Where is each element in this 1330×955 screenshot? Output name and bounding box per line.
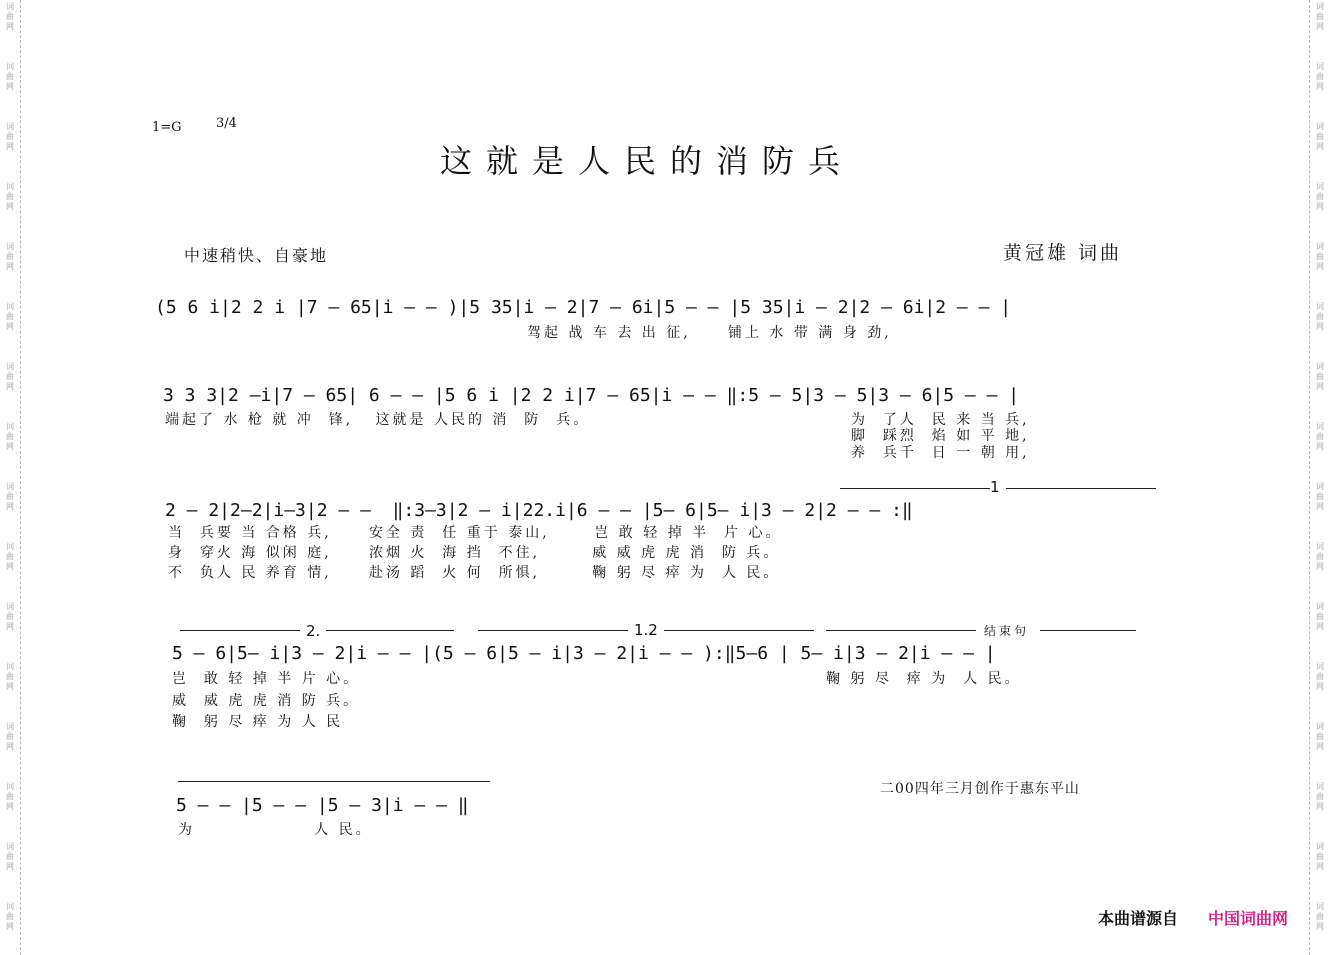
watermark-text: 词 曲 网 xyxy=(6,242,14,271)
score-row-4-notes: 5 — 6|5— i|3 — 2|i — — |(5 — 6|5 — i|3 — 2|i — — ):‖5—6 | 5— i|3 — 2|i — — | xyxy=(172,643,996,664)
key-signature: 1=G xyxy=(152,120,182,135)
ending-line xyxy=(826,630,976,631)
volta-1-line-right xyxy=(1006,488,1156,489)
source-brand-link[interactable]: 中国词曲网 xyxy=(1208,909,1289,928)
song-title: 这就是人民的消防兵 xyxy=(440,142,855,180)
score-row-1-lyrics: 驾起 战 车 去 出 征, 铺上 水 带 满 身 劲, xyxy=(527,325,892,341)
watermark-text: 词 曲 网 xyxy=(1316,722,1324,751)
author-credit: 黄冠雄 词曲 xyxy=(1003,242,1123,264)
score-row-1-notes: (5 6 i|2 2 i |7 — 65|i — — )|5 35|i — 2|7 — 6i|5 — — |5 35|i — 2|2 — 6i|2 — — | xyxy=(155,297,1012,318)
volta-1-line xyxy=(840,488,990,489)
watermark-text: 词 曲 网 xyxy=(1316,122,1324,151)
watermark-text: 词 曲 网 xyxy=(6,902,14,931)
volta-2-line-right xyxy=(326,630,454,631)
score-row-2-notes: 3 3 3|2 —i|7 — 65| 6 — — |5 6 i |2 2 i|7 — 65|i — — ‖:5 — 5|3 — 5|3 — 6|5 — — | xyxy=(163,385,1020,406)
watermark-text: 词 曲 网 xyxy=(6,362,14,391)
watermark-text: 词 曲 网 xyxy=(1316,182,1324,211)
watermark-text: 词 曲 网 xyxy=(1316,662,1324,691)
score-row-4-ending-lyrics: 鞠 躬 尽 瘁 为 人 民。 xyxy=(826,671,1022,687)
watermark-text: 词 曲 网 xyxy=(6,62,14,91)
watermark-text: 词 曲 网 xyxy=(6,842,14,871)
watermark-text: 词 曲 网 xyxy=(6,542,14,571)
watermark-text: 词 曲 网 xyxy=(1316,302,1324,331)
volta-1-label: 1 xyxy=(990,478,1000,496)
volta-12-line-right xyxy=(664,630,814,631)
watermark-text: 词 曲 网 xyxy=(6,782,14,811)
watermark-text: 词 曲 网 xyxy=(1316,602,1324,631)
time-signature: 3/4 xyxy=(216,116,237,131)
watermark-text: 词 曲 网 xyxy=(1316,842,1324,871)
score-row-3-lyrics-1: 当 兵要 当 合格 兵, 安全 责 任 重于 泰山, 岂 敢 轻 掉 半 片 心。 xyxy=(168,525,783,541)
watermark-text: 词 曲 网 xyxy=(1316,902,1324,931)
score-row-3-notes: 2 — 2|2—2|i—3|2 — — ‖:3—3|2 — i|22.i|6 — — |5— 6|5— i|3 — 2|2 — — :‖ xyxy=(165,500,913,521)
volta-2-label: 2. xyxy=(306,622,321,640)
watermark-text: 词 曲 网 xyxy=(6,182,14,211)
volta-2-line xyxy=(180,630,300,631)
watermark-text: 词 曲 网 xyxy=(6,122,14,151)
watermark-text: 词 曲 网 xyxy=(1316,2,1324,31)
watermark-text: 词 曲 网 xyxy=(1316,62,1324,91)
watermark-text: 词 曲 网 xyxy=(1316,542,1324,571)
score-row-4-lyrics-1: 岂 敢 轻 掉 半 片 心。 xyxy=(172,671,361,687)
watermark-text: 词 曲 网 xyxy=(1316,782,1324,811)
tie-slur-line xyxy=(178,781,490,782)
watermark-text: 词 曲 网 xyxy=(6,2,14,31)
watermark-text: 词 曲 网 xyxy=(6,722,14,751)
score-row-4-lyrics-3: 鞠 躬 尽 瘁 为 人 民 xyxy=(172,714,344,730)
watermark-text: 词 曲 网 xyxy=(6,302,14,331)
watermark-text: 词 曲 网 xyxy=(6,602,14,631)
volta-12-line xyxy=(478,630,628,631)
composition-date: 二00四年三月创作于惠东平山 xyxy=(880,781,1080,797)
tempo-marking: 中速稍快、自豪地 xyxy=(184,246,329,265)
ending-line-right xyxy=(1040,630,1136,631)
watermark-text: 词 曲 网 xyxy=(6,422,14,451)
volta-12-label: 1.2 xyxy=(634,621,658,639)
score-row-2-lyrics-verse-2: 脚 踩烈 焰 如 平 地, xyxy=(851,428,1030,444)
watermark-text: 词 曲 网 xyxy=(1316,422,1324,451)
score-row-3-lyrics-2: 身 穿火 海 似闲 庭, 浓烟 火 海 挡 不住, 威 威 虎 虎 消 防 兵。 xyxy=(168,545,781,561)
score-row-5-notes: 5 — — |5 — — |5 — 3|i — — ‖ xyxy=(176,795,469,816)
score-row-5-lyrics: 为 人 民。 xyxy=(178,822,373,838)
watermark-text: 词 曲 网 xyxy=(6,662,14,691)
source-label: 本曲谱源自 xyxy=(1098,909,1179,928)
ending-label: 结束句 xyxy=(984,624,1030,638)
watermark-text: 词 曲 网 xyxy=(1316,362,1324,391)
watermark-text: 词 曲 网 xyxy=(6,482,14,511)
watermark-text: 词 曲 网 xyxy=(1316,482,1324,511)
score-row-2-lyrics-verse-1: 为 了人 民 来 当 兵, xyxy=(851,412,1030,428)
score-row-4-lyrics-2: 威 威 虎 虎 消 防 兵。 xyxy=(172,693,361,709)
watermark-text: 词 曲 网 xyxy=(1316,242,1324,271)
score-row-3-lyrics-3: 不 负人 民 养育 情, 赴汤 蹈 火 何 所惧, 鞠 躬 尽 瘁 为 人 民。 xyxy=(168,565,781,581)
score-row-2-lyrics-verse-3: 养 兵千 日 一 朝 用, xyxy=(851,445,1030,461)
score-row-2-lyrics-1: 端起了 水 枪 就 冲 锋, 这就是 人民的 消 防 兵。 xyxy=(165,412,591,428)
